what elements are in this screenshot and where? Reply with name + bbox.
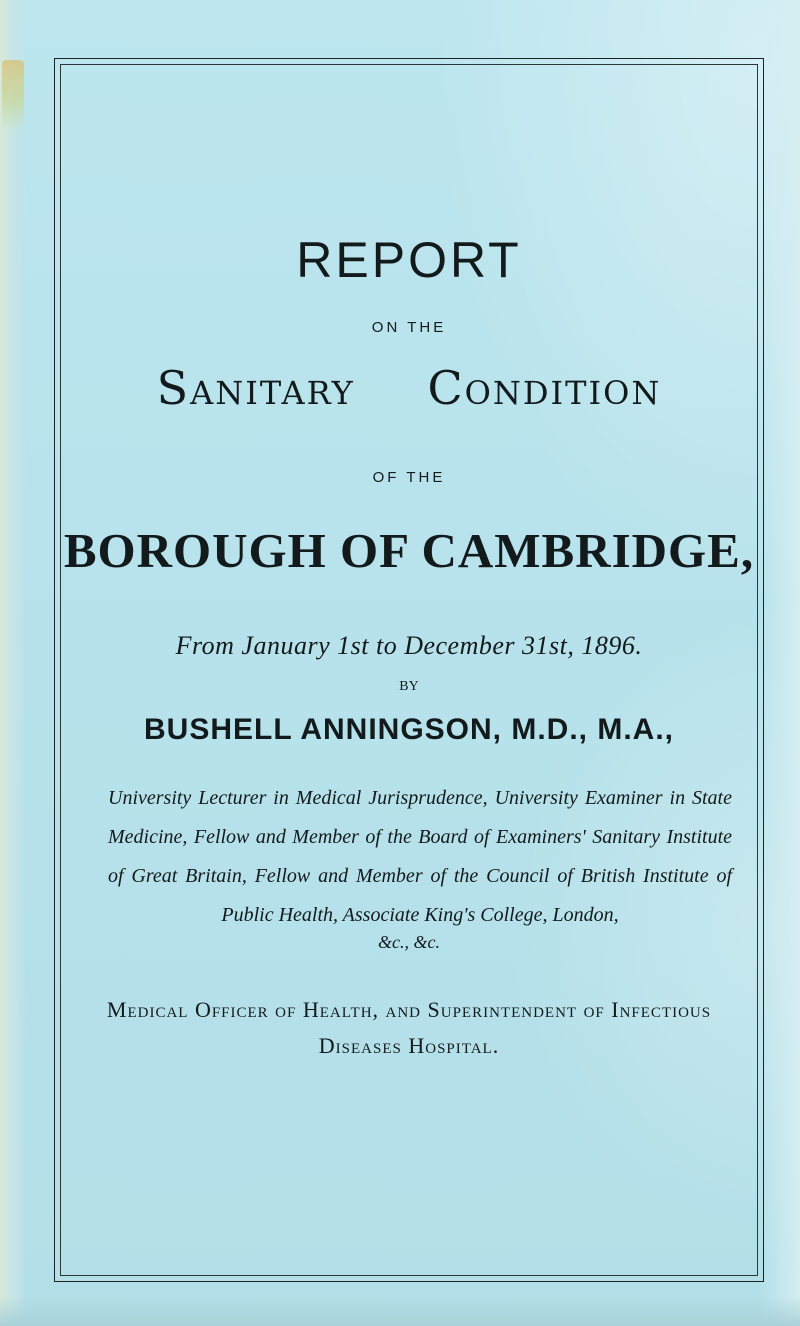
subject-word-condition: Condition [427,361,662,415]
of-the-label: OF THE [372,469,446,486]
paper-stain [2,60,24,130]
report-period: From January 1st to December 31st, 1896. [175,631,643,660]
author-qualifications: University Lecturer in Medical Jurisprudence, University Examiner in State Medicine, Fellow and Member of the Board of Examiners' Sanitary Institute of Great Britain, Fellow and Member of the Council of British Institute of Public Health, Associate King's College, London, [108,787,732,926]
on-the-label: ON THE [371,319,447,336]
etc-line: &c., &c. [378,932,440,952]
paper-edge-right [760,0,800,1326]
subject-title [60,360,758,416]
author-name: BUSHELL ANNINGSON, M.D., M.A., [143,713,674,746]
author-position: Medical Officer of Health, and Superintendent of Infectious Diseases Hospital. [106,997,712,1058]
by-label: BY [399,679,419,694]
paper-edge-left [0,0,26,1326]
title-page [60,64,758,1276]
paper-edge-bottom [0,1296,800,1326]
place-title: BOROUGH OF CAMBRIDGE, [63,523,755,578]
report-heading: REPORT [296,232,522,288]
subject-word-sanitary: Sanitary [156,361,355,415]
